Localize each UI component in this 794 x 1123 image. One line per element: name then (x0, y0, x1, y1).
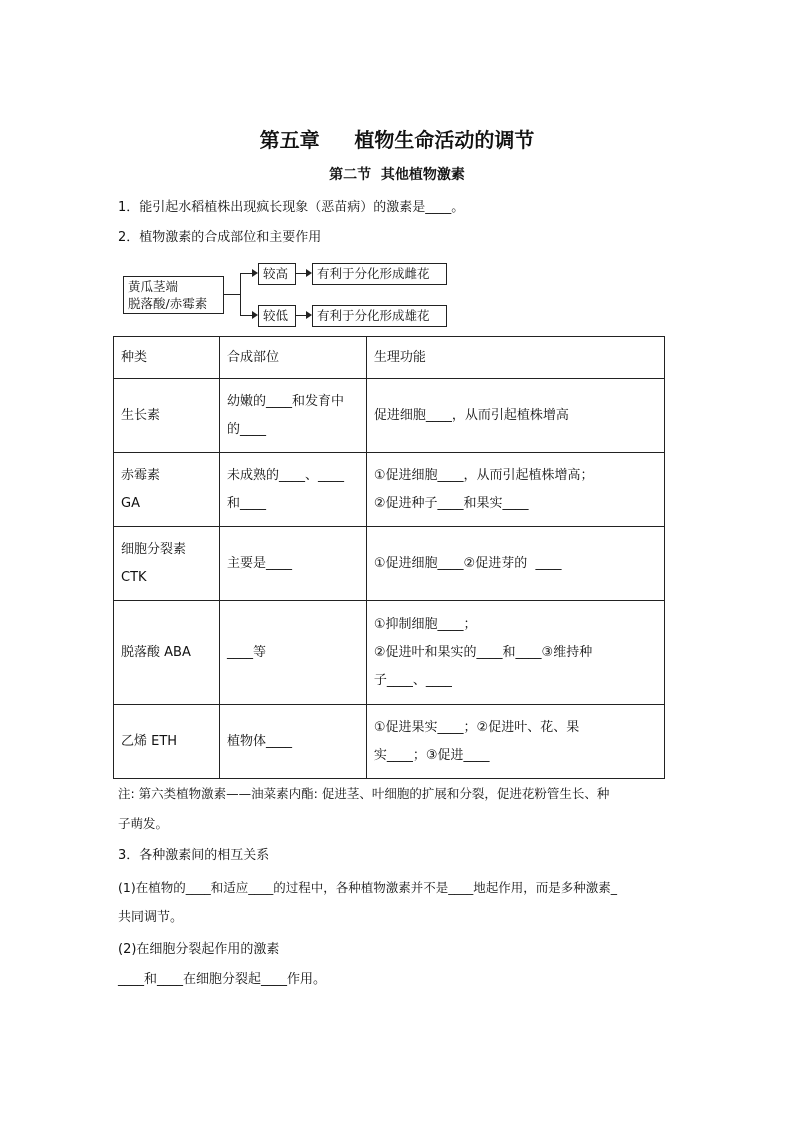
diagram-low-label: 较低 (263, 308, 289, 323)
diagram-connector (296, 315, 306, 316)
page-title: 第五章 植物生命活动的调节 (259, 128, 535, 152)
cell-line: 细胞分裂素 (121, 541, 187, 557)
table-cell (366, 527, 664, 601)
table-cell (114, 601, 220, 705)
table-cell (114, 705, 220, 779)
diagram-connector (296, 273, 306, 274)
question-3: 3．各种激素间的相互关系 (118, 848, 270, 863)
cell-line: 的____ (227, 421, 267, 437)
question-3-2-line2: ____和____在细胞分裂起____作用。 (118, 972, 327, 987)
cell-line: ②促进叶和果实的____和____③维持种 (373, 644, 593, 660)
table-row (114, 601, 665, 705)
diagram-high-effect: 有利于分化形成雌花 (317, 266, 430, 281)
cell-line: CTK (121, 569, 147, 585)
diagram-high-effect-box (312, 263, 447, 285)
table-cell (220, 453, 367, 527)
diagram-connector (240, 315, 252, 316)
cell-line: ②促进种子____和果实____ (373, 495, 529, 511)
note-line-1: 注: 第六类植物激素——油菜素内酯: 促进茎、叶细胞的扩展和分裂，促进花粉管生长、种 (118, 786, 610, 801)
diagram-source-line1: 黄瓜茎端 (128, 279, 179, 294)
table-cell (220, 379, 367, 453)
diagram-low-effect: 有利于分化形成雄花 (317, 308, 430, 323)
diagram-connector (240, 273, 241, 316)
hormone-table (113, 336, 665, 779)
table-cell (366, 453, 664, 527)
cell-line: 促进细胞____，从而引起植株增高 (373, 407, 569, 423)
diagram-source-box (123, 276, 224, 314)
table-header: 种类 (114, 337, 220, 379)
table-cell (220, 527, 367, 601)
diagram-connector (240, 273, 252, 274)
cell-line: 和____ (227, 495, 267, 511)
cell-line: GA (121, 495, 140, 511)
table-cell (114, 453, 220, 527)
section-title: 第二节 其他植物激素 (329, 167, 465, 183)
table-cell (220, 601, 367, 705)
diagram-low-box (258, 305, 296, 327)
note-line-2: 子萌发。 (118, 816, 169, 831)
table-header-row (114, 337, 665, 379)
cell-line: 生长素 (121, 407, 161, 423)
question-3-2-line1: (2)在细胞分裂起作用的激素 (118, 942, 280, 957)
cell-line: 脱落酸 ABA (121, 644, 191, 660)
diagram-connector (224, 294, 240, 295)
table-row (114, 527, 665, 601)
diagram-low-effect-box (312, 305, 447, 327)
question-3-1-line1: (1)在植物的____和适应____的过程中，各种植物激素并不是____地起作用，而是多种激素_ (118, 880, 617, 895)
cell-line: 幼嫩的____和发育中 (227, 393, 345, 409)
cell-line: 未成熟的____、____ (227, 467, 345, 483)
cell-line: 主要是____ (227, 555, 293, 571)
cell-line: ①促进细胞____②促进芽的 ____ (373, 555, 562, 571)
table-cell (220, 705, 367, 779)
cell-line: 子____、____ (373, 672, 452, 688)
cell-line: ①抑制细胞____； (373, 616, 477, 632)
cell-line: 乙烯 ETH (121, 733, 178, 749)
table-header: 合成部位 (220, 337, 367, 379)
question-1: 1．能引起水稻植株出现疯长现象（恶苗病）的激素是____。 (118, 200, 465, 215)
diagram-high-label: 较高 (263, 266, 289, 281)
table-row (114, 705, 665, 779)
cell-line: ①促进细胞____，从而引起植株增高； (373, 467, 594, 483)
question-3-1-line2: 共同调节。 (118, 910, 184, 925)
cell-line: 赤霉素 (121, 467, 161, 483)
table-row (114, 453, 665, 527)
diagram-high-box (258, 263, 296, 285)
question-2: 2．植物激素的合成部位和主要作用 (118, 230, 322, 245)
cell-line: 实____；③促进____ (373, 747, 490, 763)
table-cell (366, 379, 664, 453)
table-row (114, 379, 665, 453)
table-cell (366, 705, 664, 779)
table-cell (114, 527, 220, 601)
cell-line: 植物体____ (227, 733, 293, 749)
cell-line: ①促进果实____；②促进叶、花、果 (373, 719, 580, 735)
cell-line: ____等 (227, 644, 267, 660)
table-cell (366, 601, 664, 705)
diagram-source-line2: 脱落酸/赤霉素 (128, 296, 208, 311)
table-cell (114, 379, 220, 453)
table-header: 生理功能 (366, 337, 664, 379)
